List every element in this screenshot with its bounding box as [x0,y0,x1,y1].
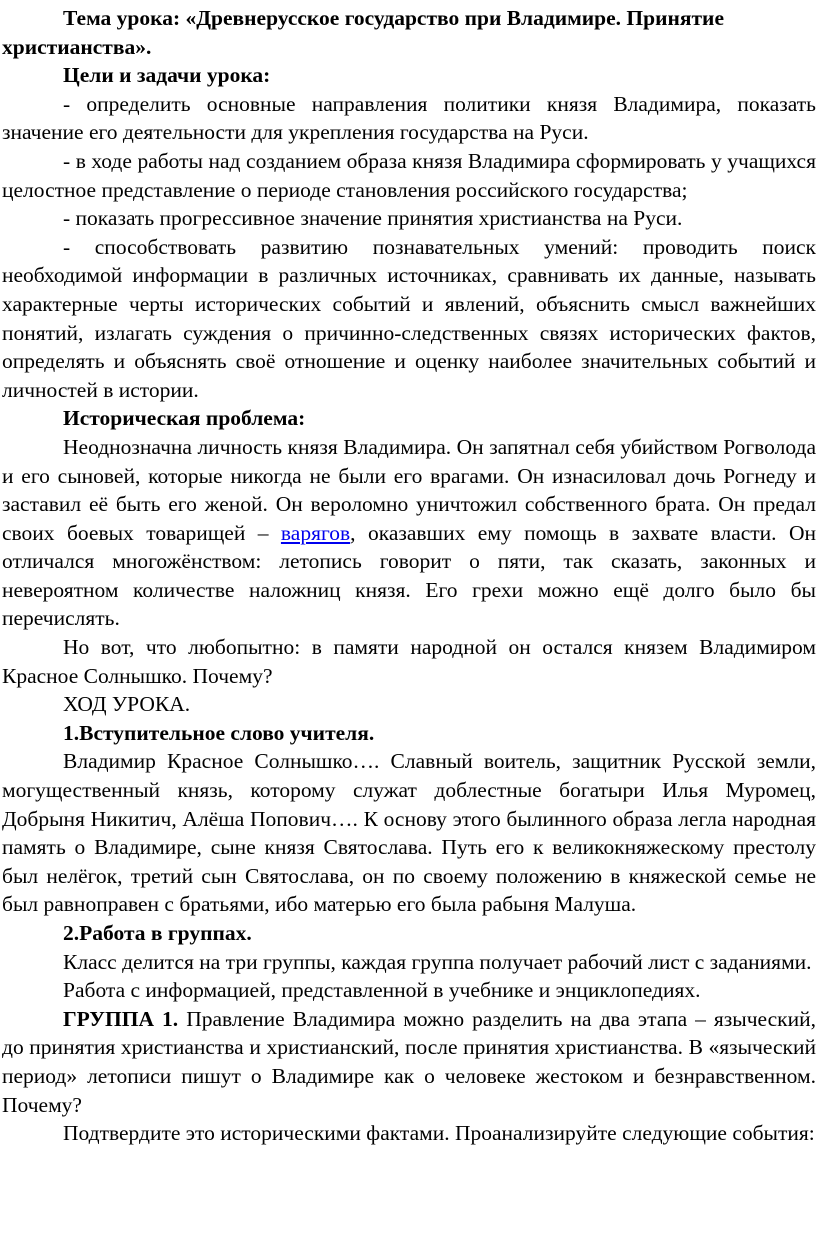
goal-item: - показать прогрессивное значение принятия христианства на Руси. [63,206,683,231]
group1-paragraph [2,1005,816,1119]
goal-item: - в ходе работы над созданием образа князя Владимира сформировать у учащихся целостное представление о периоде становления российского государства; [2,148,816,202]
group1-text: Правление Владимира можно разделить на два этапа – языческий, до принятия христианства и христианский, после принятия христианства. В «языческий период» летописи пишут о Владимире как о человеке жестоком и безнравственном. Почему? [2,1006,816,1117]
step2-text-2: Работа с информацией, представленной в учебнике и энциклопедиях. [63,978,701,1003]
group1-task: Подтвердите это историческими фактами. Проанализируйте следующие события: [63,1121,815,1146]
goal-item: - способствовать развитию познавательных умений: проводить поиск необходимой информации в различных источниках, сравнивать их данные, называть характерные черты исторических событий и явлений, объяснить смысл важнейших понятий, излагать суждения о причинно-следственных связях исторических фактов, определять и объяснять своё отношение и оценку наиболее значительных событий и личностей в истории. [2,234,816,402]
problem-text-after-link: , оказавших ему помощь в захвате власти. Он отличался многожёнством: летопись говорит о пяти, так сказать, законных и невероятном количестве наложниц князя. Его грехи можно ещё долго было бы перечислять. [2,520,816,631]
step2-text-1: Класс делится на три группы, каждая группа получает рабочий лист с заданиями. [63,949,812,974]
goal-item: - определить основные направления политики князя Владимира, показать значение его деятельности для укрепления государства на Руси. [2,91,816,145]
problem-question: Но вот, что любопытно: в памяти народной он остался князем Владимиром Красное Солнышко. Почему? [2,635,816,688]
problem-heading: Историческая проблема: [63,406,306,431]
course-heading: ХОД УРОКА. [63,692,191,717]
varyags-link[interactable]: варягов [280,520,351,545]
goals-heading: Цели и задачи урока: [63,63,271,88]
problem-text-before-link: Неоднозначна личность князя Владимира. Он запятнал себя убийством Рогволода и его сыновей, которые никогда не были его врагами. Он изнасиловал дочь Рогнеду и заставил её быть его женой. Он вероломно уничтожил собственного брата. Он предал своих боевых товарищей – [2,434,816,545]
lesson-topic: Тема урока: «Древнерусское государство при Владимире. Принятие христианства». [2,6,724,59]
step2-heading: 2.Работа в группах. [63,921,252,945]
group1-label: ГРУППА 1. [63,1006,179,1031]
step1-heading: 1.Вступительное слово учителя. [63,720,375,745]
problem-paragraph [2,433,816,633]
step1-text: Владимир Красное Солнышко…. Славный воитель, защитник Русской земли, могущественный князь, которому служат доблестные богатыри Илья Муромец, Добрыня Никитич, Алёша Попович…. К основу этого былинного образа легла народная память о Владимире, сыне князя Святослава. Путь его к великокняжескому престолу был нелёгок, третий сын Святослава, он по своему положению в княжеской семье не был равноправен с братьями, ибо матерью его была рабыня Малуша. [2,749,816,917]
